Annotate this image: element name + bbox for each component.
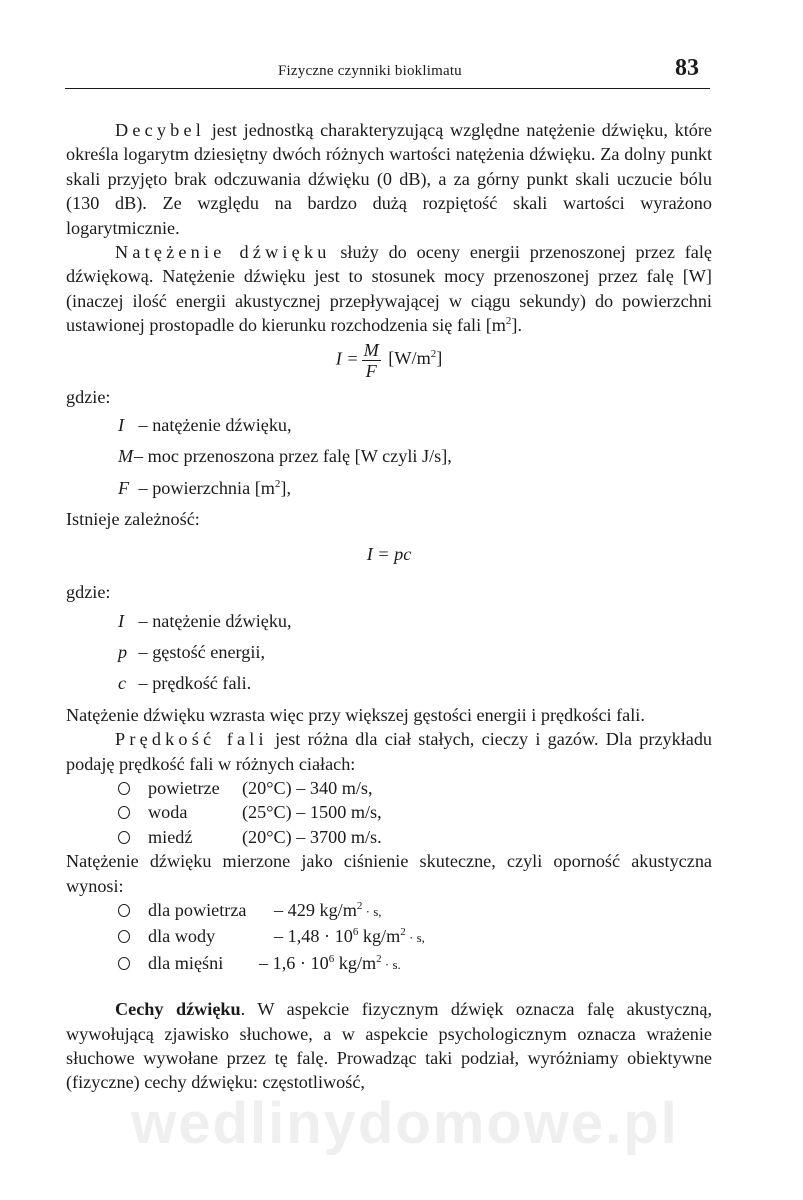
impedance-tail: · s, — [405, 930, 425, 946]
definition-text: – moc przenoszona przez falę [W czyli J/s], — [134, 446, 452, 467]
list-item-text — [118, 802, 382, 822]
circle-bullet-icon — [118, 957, 130, 970]
definition-item — [66, 476, 712, 500]
list-item-text — [118, 900, 382, 920]
formula-lhs: I = — [335, 348, 359, 369]
formula-denominator: F — [365, 360, 377, 381]
paragraph-natezenie-text: służy do oceny energii przenoszonej przez falę dźwiękową. Natężenie dźwięku jest to stosunek mocy przenoszonej przez falę [W] (inaczej ilość energii akustycznej przepływającej w ciągu sekundy) do powierzchni ustawionej prostopadle do kierunku rozchodzenia się fali [m — [66, 242, 712, 336]
variable: I — [118, 415, 125, 436]
watermark: wedlinydomowe.pl — [131, 1091, 679, 1156]
list-item — [66, 825, 712, 849]
variable: M — [118, 446, 134, 467]
paragraph-gap — [66, 977, 712, 997]
term-predkosc: Prędkość fali — [115, 729, 268, 750]
term-decybel: Decybel — [115, 120, 205, 140]
formula-ipc: I = pc — [366, 543, 412, 564]
paragraph-natezenie — [66, 240, 712, 338]
medium: woda — [148, 802, 188, 823]
list-item — [66, 924, 712, 950]
circle-bullet-icon — [118, 904, 130, 917]
paragraph-predkosc-text: jest różna dla ciał stałych, cieczy i gazów. Dla przykładu podaję prędkość fali w różnych ciałach: — [66, 729, 713, 774]
superscript: 2 — [274, 477, 281, 490]
list-item — [66, 898, 712, 924]
speed-value: – 1500 m/s, — [296, 802, 382, 823]
superscript: 2 — [505, 315, 512, 328]
impedance-value: – 1,6 · 10 — [259, 952, 329, 973]
temperature: (25°C) — [242, 802, 292, 823]
formula-unit-close: ] — [436, 348, 443, 369]
definition-text: – natężenie dźwięku, — [138, 415, 292, 436]
speed-value: – 3700 m/s. — [296, 826, 382, 847]
list-item-text — [118, 778, 373, 798]
formula-unit — [388, 348, 442, 368]
superscript: 2 — [356, 899, 363, 912]
impedance-value: – 1,48 · 10 — [274, 926, 353, 947]
definition-item — [66, 640, 712, 664]
list-item — [66, 776, 712, 800]
circle-bullet-icon — [118, 782, 130, 795]
speed-list — [66, 776, 712, 849]
definition-text-end: ], — [280, 477, 292, 498]
superscript: 2 — [376, 952, 382, 965]
impedance-tail: · s. — [381, 956, 401, 972]
temperature: (20°C) — [242, 826, 292, 847]
definition-item — [66, 609, 712, 633]
definition-text: – prędkość fali. — [138, 673, 252, 694]
gdzie-label-1: gdzie: — [66, 386, 111, 407]
speed-value: – 340 m/s, — [296, 777, 373, 798]
impedance-unit: kg/m — [334, 952, 377, 973]
list-item — [66, 951, 712, 977]
term-natezenie: Natężenie dźwięku — [115, 242, 331, 263]
definition-text: – natężenie dźwięku, — [138, 610, 292, 631]
paragraph-wzrasta: Natężenie dźwięku wzrasta więc przy większej gęstości energii i prędkości fali. — [66, 704, 645, 725]
gdzie-label-2: gdzie: — [66, 582, 111, 603]
paragraph-natezenie-end: ]. — [511, 315, 523, 336]
variable: p — [118, 641, 128, 662]
formula-unit-base: [W/m — [388, 348, 431, 369]
impedance-unit: kg/m — [358, 926, 401, 947]
paragraph-decybel — [66, 118, 712, 240]
paragraph-opornosc: Natężenie dźwięku mierzone jako ciśnienie skuteczne, czyli oporność akustyczna wynosi: — [66, 851, 712, 896]
running-head: Fizyczne czynniki bioklimatu — [278, 63, 462, 79]
exponent: 6 — [352, 926, 359, 939]
medium: powietrze — [148, 777, 220, 798]
definition-list-1 — [66, 413, 712, 500]
definition-text: – powierzchnia [m — [138, 477, 275, 498]
exponent: 6 — [328, 952, 335, 965]
paragraph-decybel-text: jest jednostką charakteryzującą względne natężenie dźwięku, które określa logarytm dziesiętny dwóch różnych wartości natężenia dźwięku. Za dolny punkt skali przyjęto brak odczuwania dźwięku (0 dB), a za górny punkt skali uczucie bólu (130 dB). Ze względu na bardzo dużą rozpiętość skali wartości wyrażono logarytmicznie. — [66, 120, 712, 238]
impedance-value: – 429 kg/m — [274, 899, 357, 920]
page-number: 83 — [675, 55, 699, 81]
body-text — [66, 118, 712, 1095]
list-item-text — [118, 827, 382, 847]
definition-list-2 — [66, 609, 712, 696]
formula-numerator: M — [363, 339, 379, 360]
formula-intensity — [66, 340, 712, 381]
circle-bullet-icon — [118, 831, 130, 844]
definition-item — [66, 444, 712, 468]
impedance-tail: · s, — [362, 903, 382, 919]
definition-item — [66, 413, 712, 437]
definition-item — [66, 671, 712, 695]
header-rule — [65, 88, 710, 89]
formula-unit-sup: 2 — [430, 348, 437, 361]
istnieje-line: Istnieje zależność: — [66, 509, 200, 530]
list-item-text — [118, 953, 401, 973]
superscript: 2 — [400, 926, 406, 939]
definition-text: – gęstość energii, — [138, 641, 265, 662]
medium: dla mięśni — [148, 952, 224, 973]
list-item-text — [118, 926, 425, 946]
paragraph-predkosc — [66, 727, 712, 776]
variable: F — [118, 477, 130, 498]
term-cechy: Cechy dźwięku — [115, 999, 241, 1020]
medium: dla wody — [148, 926, 216, 947]
impedance-list — [66, 898, 712, 977]
formula-fraction — [362, 340, 381, 381]
list-item — [66, 800, 712, 824]
paragraph-cechy-text: . W aspekcie fizycznym dźwięk oznacza falę akustyczną, wywołującą zjawisko słuchowe, a w aspekcie psychologicznym oznacza wrażenie słuchowe wywołane przez tę falę. Prowadząc taki podział, wyróżniamy obiektywne (fizyczne) cechy dźwięku: częstotliwość, — [66, 999, 712, 1093]
medium: dla powietrza — [148, 899, 247, 920]
medium: miedź — [148, 826, 193, 847]
temperature: (20°C) — [242, 777, 292, 798]
paragraph-cechy — [66, 997, 712, 1095]
variable: I — [118, 610, 125, 631]
variable: c — [118, 673, 127, 694]
